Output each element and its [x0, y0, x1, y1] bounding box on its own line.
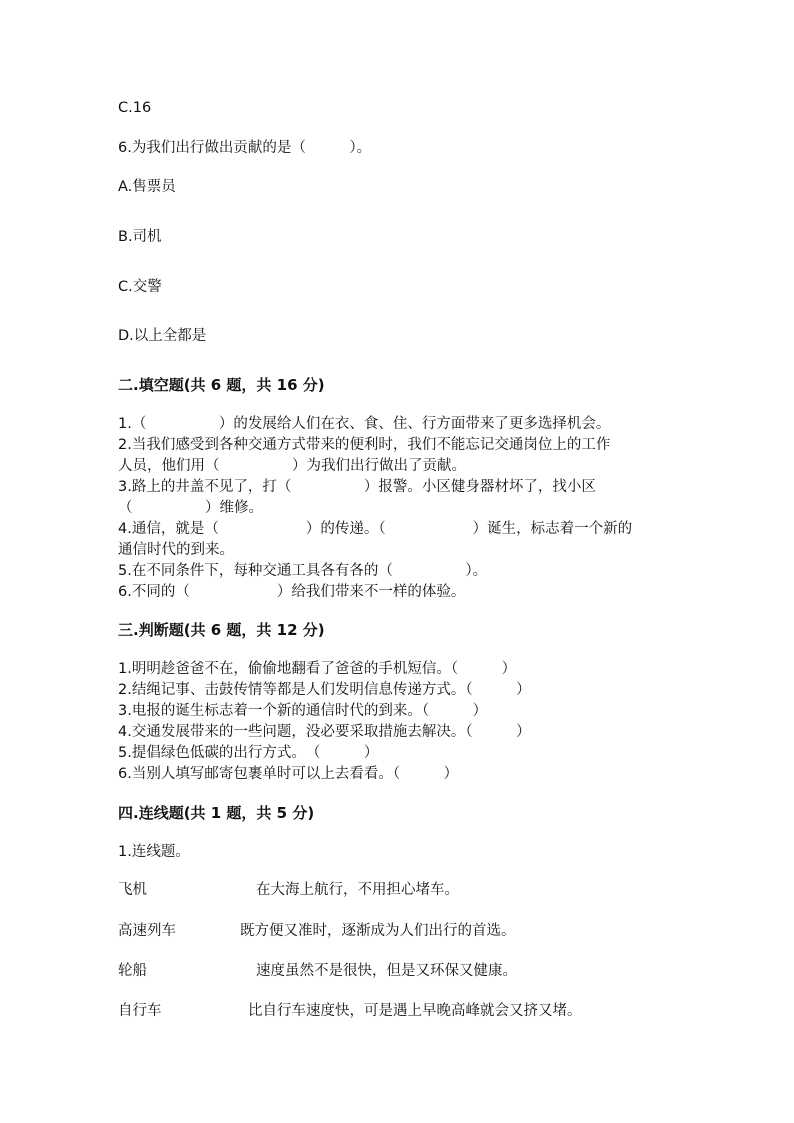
- question-6-option-d: D.以上全都是: [118, 328, 207, 344]
- section-heading-matching: 四.连线题(共 1 题，共 5 分): [118, 804, 315, 822]
- matching-right-item: 在大海上航行，不用担心堵车。: [256, 882, 459, 898]
- matching-right-item: 既方便又准时，逐渐成为人们出行的首选。: [240, 923, 516, 939]
- question-6-option-a: A.售票员: [118, 179, 176, 195]
- true-false-item: 3.电报的诞生标志着一个新的通信时代的到来。（ ）: [118, 703, 488, 719]
- question-6-option-c: C.交警: [118, 279, 162, 295]
- fill-blank-line: 5.在不同条件下，每种交通工具各有各的（ ）。: [118, 563, 488, 579]
- question-6-stem: 6.为我们出行做出贡献的是（ ）。: [118, 140, 372, 156]
- true-false-item: 2.结绳记事、击鼓传情等都是人们发明信息传递方式。（ ）: [118, 682, 531, 698]
- fill-blank-line: 6.不同的（ ）给我们带来不一样的体验。: [118, 584, 466, 600]
- matching-left-item: 自行车: [118, 1003, 162, 1019]
- fill-blank-line: 人员，他们用（ ）为我们出行做出了贡献。: [118, 458, 466, 474]
- fill-blank-line: 1.（ ）的发展给人们在衣、食、住、行方面带来了更多选择机会。: [118, 416, 611, 432]
- fill-blank-line: 4.通信，就是（ ）的传递。（ ）诞生，标志着一个新的: [118, 521, 633, 537]
- section-heading-fill-blank: 二.填空题(共 6 题，共 16 分): [118, 376, 325, 394]
- matching-left-item: 飞机: [118, 882, 147, 898]
- matching-prompt: 1.连线题。: [118, 844, 190, 860]
- true-false-item: 1.明明趁爸爸不在，偷偷地翻看了爸爸的手机短信。（ ）: [118, 661, 517, 677]
- matching-right-item: 速度虽然不是很快，但是又环保又健康。: [256, 963, 517, 979]
- matching-right-item: 比自行车速度快，可是遇上早晚高峰就会又挤又堵。: [248, 1003, 582, 1019]
- true-false-item: 6.当别人填写邮寄包裹单时可以上去看看。（ ）: [118, 766, 459, 782]
- matching-left-item: 轮船: [118, 963, 147, 979]
- prev-question-option-c: C.16: [118, 100, 152, 116]
- question-6-option-b: B.司机: [118, 229, 162, 245]
- section-heading-true-false: 三.判断题(共 6 题，共 12 分): [118, 621, 325, 639]
- true-false-item: 5.提倡绿色低碳的出行方式。 （ ）: [118, 745, 379, 761]
- fill-blank-line: （ ）维修。: [118, 500, 263, 516]
- true-false-item: 4.交通发展带来的一些问题，没必要采取措施去解决。（ ）: [118, 724, 531, 740]
- fill-blank-line: 通信时代的到来。: [118, 542, 234, 558]
- fill-blank-line: 2.当我们感受到各种交通方式带来的便利时，我们不能忘记交通岗位上的工作: [118, 437, 611, 453]
- matching-left-item: 高速列车: [118, 923, 176, 939]
- fill-blank-line: 3.路上的井盖不见了，打（ ）报警。小区健身器材坏了，找小区: [118, 479, 596, 495]
